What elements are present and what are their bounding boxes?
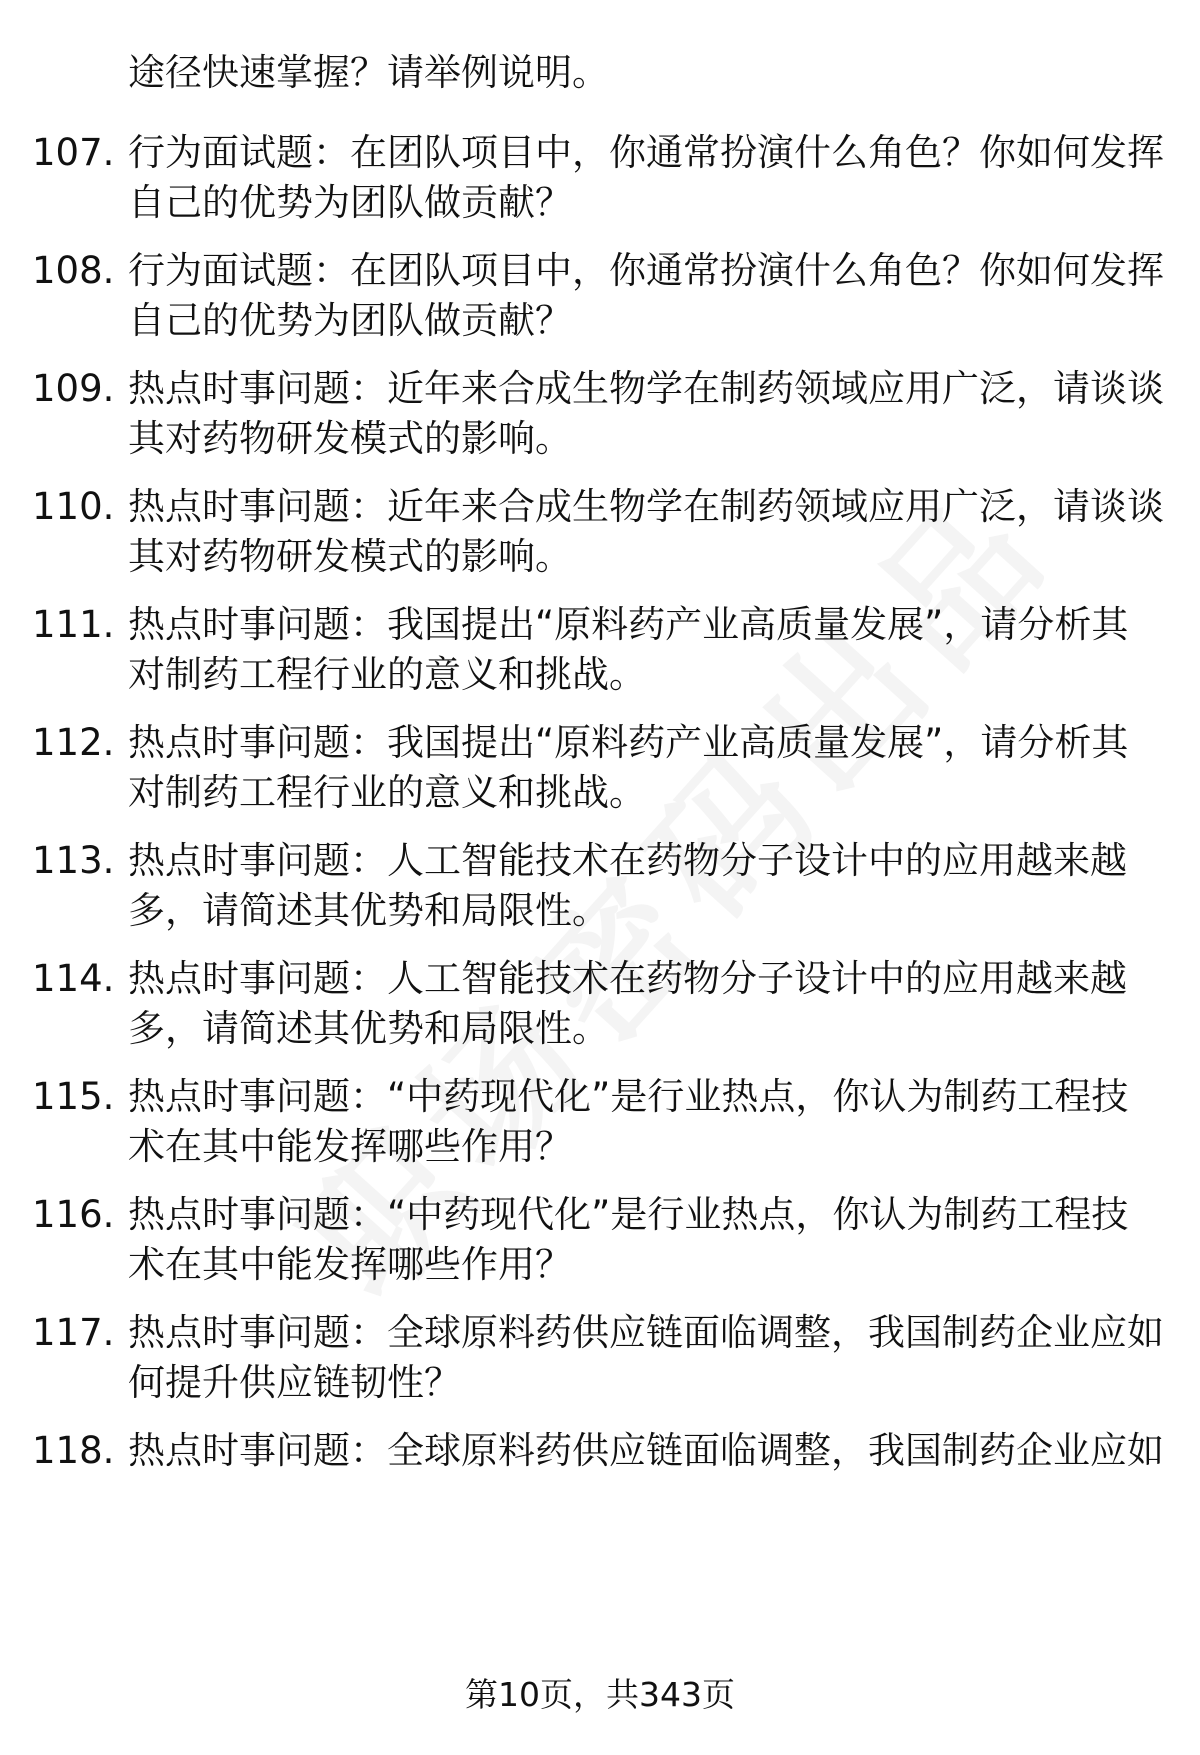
- question-text: [128, 1072, 1148, 1172]
- question-number: 116.: [32, 1193, 115, 1236]
- question-number: 111.: [32, 603, 115, 646]
- question-number: 113.: [32, 839, 115, 882]
- question-line: 热点时事问题：“中药现代化”是行业热点，你认为制药工程技: [128, 1193, 1129, 1236]
- question-line: 热点时事问题：全球原料药供应链面临调整，我国制药企业应如: [128, 1429, 1164, 1472]
- question-text: [128, 1426, 1164, 1476]
- question-text: [128, 482, 1164, 582]
- question-line: 热点时事问题：我国提出“原料药产业高质量发展”，请分析其: [128, 603, 1129, 646]
- question-line: 术在其中能发挥哪些作用？: [128, 1125, 572, 1168]
- question-line: 其对药物研发模式的影响。: [128, 535, 572, 578]
- question-line: 热点时事问题：我国提出“原料药产业高质量发展”，请分析其: [128, 721, 1129, 764]
- question-line: 热点时事问题：人工智能技术在药物分子设计中的应用越来越: [128, 839, 1127, 882]
- question-text: [128, 600, 1148, 700]
- question-line: 行为面试题：在团队项目中，你通常扮演什么角色？你如何发挥: [128, 131, 1164, 174]
- question-line: 何提升供应链韧性？: [128, 1361, 461, 1404]
- question-line: 热点时事问题：近年来合成生物学在制药领域应用广泛，请谈谈: [128, 485, 1164, 528]
- question-text: [128, 364, 1164, 464]
- question-line: 热点时事问题：人工智能技术在药物分子设计中的应用越来越: [128, 957, 1127, 1000]
- question-number: 115.: [32, 1075, 115, 1118]
- page-footer: 第10页，共343页: [465, 1675, 735, 1714]
- question-line: 其对药物研发模式的影响。: [128, 417, 572, 460]
- question-line: 术在其中能发挥哪些作用？: [128, 1243, 572, 1286]
- question-line: 多，请简述其优势和局限性。: [128, 889, 609, 932]
- question-line: 对制药工程行业的意义和挑战。: [128, 771, 646, 814]
- question-number: 112.: [32, 721, 115, 764]
- question-number: 107.: [32, 131, 115, 174]
- question-line: 途径快速掌握？请举例说明。: [128, 51, 609, 94]
- question-text: [128, 48, 1148, 98]
- question-number: 117.: [32, 1311, 115, 1354]
- question-line: 热点时事问题：近年来合成生物学在制药领域应用广泛，请谈谈: [128, 367, 1164, 410]
- question-text: [128, 954, 1148, 1054]
- question-number: 108.: [32, 249, 115, 292]
- question-number: 114.: [32, 957, 115, 1000]
- question-line: 自己的优势为团队做贡献？: [128, 299, 572, 342]
- question-line: 自己的优势为团队做贡献？: [128, 181, 572, 224]
- question-number: 110.: [32, 485, 115, 528]
- question-line: 热点时事问题：“中药现代化”是行业热点，你认为制药工程技: [128, 1075, 1129, 1118]
- question-number: 118.: [32, 1429, 115, 1472]
- question-line: 多，请简述其优势和局限性。: [128, 1007, 609, 1050]
- question-text: [128, 128, 1164, 228]
- question-number: 109.: [32, 367, 115, 410]
- question-text: [128, 246, 1164, 346]
- question-text: [128, 1190, 1148, 1290]
- question-text: [128, 718, 1148, 818]
- question-line: 热点时事问题：全球原料药供应链面临调整，我国制药企业应如: [128, 1311, 1164, 1354]
- question-line: 对制药工程行业的意义和挑战。: [128, 653, 646, 696]
- question-text: [128, 836, 1148, 936]
- question-line: 行为面试题：在团队项目中，你通常扮演什么角色？你如何发挥: [128, 249, 1164, 292]
- question-text: [128, 1308, 1164, 1408]
